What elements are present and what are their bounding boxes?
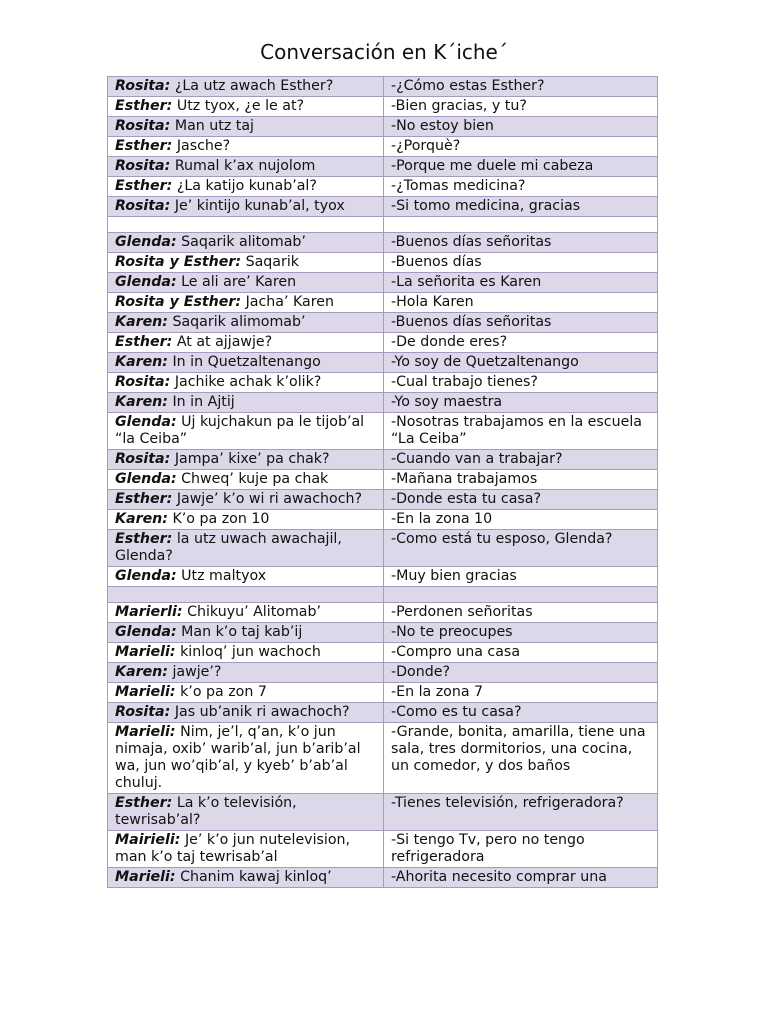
spanish-translation: -Buenos días señoritas [384,313,658,333]
table-row [108,663,658,683]
spanish-translation: -Grande, bonita, amarilla, tiene una sala, tres dormitorios, una cocina, un comedor, y dos baños [384,723,658,794]
spanish-translation: -¿Cómo estas Esther? [384,77,658,97]
kiche-text: Jachike achak k’olik? [170,374,322,390]
speaker-name: Esther: [115,491,173,507]
kiche-text: ¿La utz awach Esther? [170,78,334,94]
table-row [108,703,658,723]
kiche-cell [108,490,384,510]
kiche-text: Jasche? [172,138,231,154]
spanish-translation: -Yo soy de Quetzaltenango [384,353,658,373]
speaker-name: Glenda: [115,568,177,584]
speaker-name: Esther: [115,98,173,114]
speaker-name: Marierli: [115,604,183,620]
kiche-text: Chikuyu’ Alitomab’ [182,604,321,620]
table-row [108,683,658,703]
kiche-cell [108,831,384,868]
kiche-text: In in Ajtij [167,394,235,410]
kiche-cell [108,470,384,490]
spanish-translation [384,587,658,603]
kiche-text: Man k’o taj kab’ij [176,624,303,640]
spanish-translation: -¿Porquè? [384,137,658,157]
kiche-cell [108,703,384,723]
kiche-cell [108,373,384,393]
speaker-name: Esther: [115,795,173,811]
spanish-translation: -Como está tu esposo, Glenda? [384,530,658,567]
kiche-text: Je’ kintijo kunab’al, tyox [170,198,345,214]
spanish-translation: -¿Tomas medicina? [384,177,658,197]
kiche-cell [108,177,384,197]
spanish-translation: -Hola Karen [384,293,658,313]
spanish-translation: -Cuando van a trabajar? [384,450,658,470]
spanish-translation: -Donde esta tu casa? [384,490,658,510]
conversation-table-body [108,77,658,888]
kiche-text: Jas ub’anik ri awachoch? [170,704,350,720]
kiche-cell [108,643,384,663]
table-row [108,470,658,490]
speaker-name: Glenda: [115,471,177,487]
kiche-text: La k’o televisión, tewrisab’al? [115,795,297,828]
kiche-cell [108,117,384,137]
kiche-text: k’o pa zon 7 [175,684,267,700]
table-row [108,197,658,217]
spanish-translation: -Como es tu casa? [384,703,658,723]
kiche-text: Utz maltyox [176,568,267,584]
spanish-translation: -Donde? [384,663,658,683]
table-row [108,868,658,888]
kiche-cell [108,273,384,293]
kiche-text: Rumal k’ax nujolom [170,158,316,174]
kiche-cell [108,137,384,157]
kiche-cell [108,293,384,313]
kiche-text: Jawje’ k’o wi ri awachoch? [172,491,363,507]
speaker-name: Esther: [115,334,173,350]
table-row [108,77,658,97]
table-row [108,273,658,293]
conversation-table [107,76,658,888]
spanish-translation: -Ahorita necesito comprar una [384,868,658,888]
table-row [108,530,658,567]
speaker-name: Glenda: [115,234,177,250]
blank-row [108,587,658,603]
kiche-cell [108,393,384,413]
kiche-text: In in Quetzaltenango [167,354,321,370]
speaker-name: Rosita: [115,374,171,390]
speaker-name: Rosita: [115,451,171,467]
kiche-text: Le ali are’ Karen [176,274,297,290]
spanish-translation: -Buenos días [384,253,658,273]
kiche-cell [108,233,384,253]
kiche-cell [108,217,384,233]
kiche-text: ¿La katijo kunab’al? [172,178,317,194]
table-row [108,293,658,313]
speaker-name: Glenda: [115,414,177,430]
blank-row [108,217,658,233]
speaker-name: Rosita: [115,78,171,94]
kiche-cell [108,603,384,623]
table-row [108,313,658,333]
speaker-name: Rosita y Esther: [115,254,242,270]
speaker-name: Rosita: [115,158,171,174]
kiche-cell [108,530,384,567]
kiche-text: Nim, je’l, q’an, k’o jun nimaja, oxib’ warib’al, jun b’arib’al wa, jun wo’qib’al, y kyeb’ b’ab’al chuluj. [115,724,361,791]
spanish-translation: -Muy bien gracias [384,567,658,587]
spanish-translation: -Bien gracias, y tu? [384,97,658,117]
kiche-cell [108,450,384,470]
spanish-translation [384,217,658,233]
spanish-translation: -Nosotras trabajamos en la escuela “La Ceiba” [384,413,658,450]
kiche-text: Saqarik [241,254,299,270]
table-row [108,450,658,470]
speaker-name: Esther: [115,138,173,154]
kiche-cell [108,663,384,683]
table-row [108,723,658,794]
spanish-translation: -De donde eres? [384,333,658,353]
speaker-name: Karen: [115,354,168,370]
kiche-text: kinloq’ jun wachoch [175,644,321,660]
speaker-name: Karen: [115,394,168,410]
speaker-name: Marieli: [115,644,176,660]
spanish-translation: -En la zona 10 [384,510,658,530]
kiche-text: Man utz taj [170,118,254,134]
spanish-translation: -Yo soy maestra [384,393,658,413]
table-row [108,831,658,868]
speaker-name: Marieli: [115,724,176,740]
speaker-name: Glenda: [115,274,177,290]
kiche-cell [108,157,384,177]
spanish-translation: -Compro una casa [384,643,658,663]
speaker-name: Marieli: [115,869,176,885]
kiche-cell [108,723,384,794]
kiche-cell [108,587,384,603]
speaker-name: Karen: [115,314,168,330]
kiche-text: Jampa’ kixe’ pa chak? [170,451,330,467]
kiche-cell [108,253,384,273]
spanish-translation: -Si tengo Tv, pero no tengo refrigeradora [384,831,658,868]
speaker-name: Glenda: [115,624,177,640]
document-title: Conversación en K´iche´ [260,40,508,64]
kiche-text: la utz uwach awachajil, Glenda? [115,531,342,564]
table-row [108,643,658,663]
table-row [108,373,658,393]
speaker-name: Rosita: [115,118,171,134]
kiche-cell [108,868,384,888]
spanish-translation: -La señorita es Karen [384,273,658,293]
speaker-name: Esther: [115,178,173,194]
spanish-translation: -Buenos días señoritas [384,233,658,253]
kiche-cell [108,794,384,831]
kiche-text: Je’ k’o jun nutelevision, man k’o taj tewrisab’al [115,832,351,865]
speaker-name: Rosita: [115,704,171,720]
kiche-text: Uj kujchakun pa le tijob’al “la Ceiba” [115,414,365,447]
kiche-text: Saqarik alimomab’ [167,314,306,330]
table-row [108,567,658,587]
spanish-translation: -Mañana trabajamos [384,470,658,490]
spanish-translation: -Porque me duele mi cabeza [384,157,658,177]
kiche-cell [108,197,384,217]
spanish-translation: -Perdonen señoritas [384,603,658,623]
kiche-cell [108,567,384,587]
spanish-translation: -No te preocupes [384,623,658,643]
kiche-cell [108,333,384,353]
table-row [108,233,658,253]
kiche-cell [108,413,384,450]
kiche-text: Utz tyox, ¿e le at? [172,98,305,114]
table-row [108,177,658,197]
table-row [108,117,658,137]
kiche-cell [108,353,384,373]
kiche-cell [108,77,384,97]
kiche-text: jawje’? [167,664,222,680]
table-row [108,413,658,450]
speaker-name: Marieli: [115,684,176,700]
kiche-cell [108,683,384,703]
kiche-text: Saqarik alitomab’ [176,234,306,250]
speaker-name: Rosita: [115,198,171,214]
speaker-name: Karen: [115,664,168,680]
table-row [108,157,658,177]
kiche-cell [108,313,384,333]
table-row [108,353,658,373]
kiche-cell [108,97,384,117]
speaker-name: Esther: [115,531,173,547]
speaker-name: Mairieli: [115,832,181,848]
kiche-cell [108,510,384,530]
table-row [108,490,658,510]
table-row [108,137,658,157]
table-row [108,333,658,353]
kiche-text: Jacha’ Karen [241,294,334,310]
kiche-text: Chanim kawaj kinloq’ [175,869,332,885]
speaker-name: Karen: [115,511,168,527]
spanish-translation: -Cual trabajo tienes? [384,373,658,393]
kiche-cell [108,623,384,643]
kiche-text: Chweq’ kuje pa chak [176,471,329,487]
table-row [108,97,658,117]
speaker-name: Rosita y Esther: [115,294,242,310]
spanish-translation: -En la zona 7 [384,683,658,703]
table-row [108,510,658,530]
spanish-translation: -Tienes televisión, refrigeradora? [384,794,658,831]
spanish-translation: -No estoy bien [384,117,658,137]
table-row [108,623,658,643]
table-row [108,253,658,273]
table-row [108,794,658,831]
kiche-text: At at ajjawje? [172,334,273,350]
kiche-text: K’o pa zon 10 [167,511,270,527]
spanish-translation: -Si tomo medicina, gracias [384,197,658,217]
table-row [108,603,658,623]
table-row [108,393,658,413]
